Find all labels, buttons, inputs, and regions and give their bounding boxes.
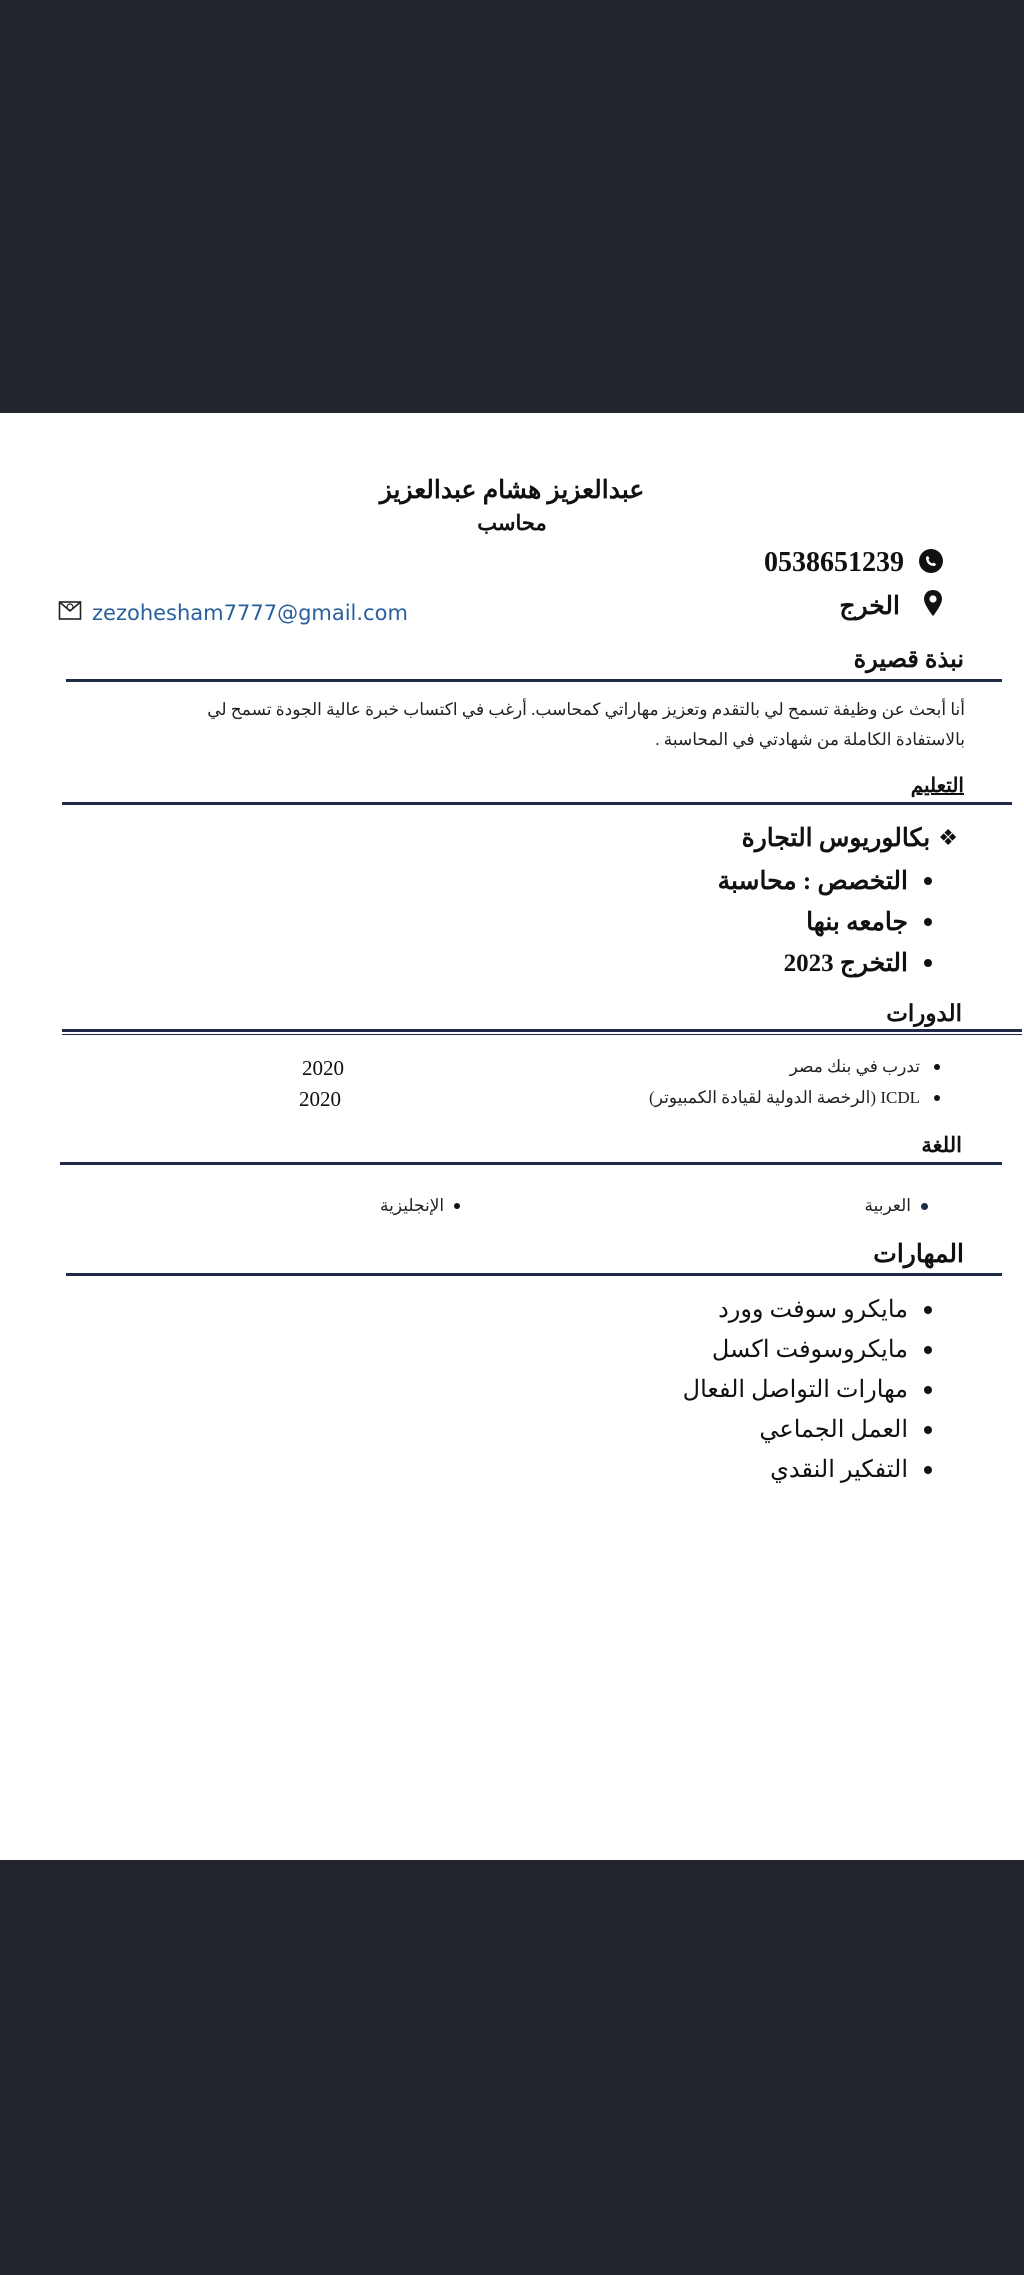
language-name: الإنجليزية <box>380 1196 445 1215</box>
resume-page <box>0 413 1024 1860</box>
email-row <box>58 599 408 626</box>
skill-name: مايكروسوفت اكسل <box>711 1337 908 1363</box>
course-row <box>790 1057 940 1077</box>
phone-number: 0538651239 <box>764 547 904 578</box>
location-pin-icon <box>922 589 944 622</box>
bullet-icon <box>924 877 932 885</box>
summary-text: أنا أبحث عن وظيفة تسمح لي بالتقدم وتعزيز مهاراتي كمحاسب. أرغب في اكتساب خبرة عالية الجودة تسمح لي بالاستفادة الكاملة من شهادتي في المحاسبة . <box>207 700 965 749</box>
language-item <box>380 1196 460 1216</box>
bullet-icon <box>934 1095 940 1101</box>
skill-name: العمل الجماعي <box>759 1417 908 1443</box>
education-item-text: جامعه بنها <box>806 909 908 936</box>
skill-item <box>770 1455 932 1484</box>
email-link[interactable]: zezohesham7777@gmail.com <box>92 600 408 625</box>
language-item <box>865 1196 928 1216</box>
degree-title <box>742 823 958 853</box>
course-name: ICDL (الرخصة الدولية لقيادة الكمبيوتر) <box>649 1088 920 1107</box>
skill-name: التفكير النقدي <box>770 1457 908 1483</box>
courses-heading: الدورات <box>886 1001 962 1026</box>
skill-item <box>718 1295 932 1324</box>
bullet-icon <box>924 1426 932 1434</box>
location-row <box>839 589 944 622</box>
degree-name: بكالوريوس التجارة <box>741 825 931 852</box>
phone-icon <box>918 548 944 579</box>
skills-divider <box>66 1273 1002 1276</box>
course-year: 2020 <box>302 1056 344 1080</box>
bullet-icon <box>924 1306 932 1314</box>
summary-heading: نبذة قصيرة <box>853 647 964 673</box>
bullet-icon <box>924 1466 932 1474</box>
language-name: العربية <box>864 1196 911 1215</box>
skills-heading: المهارات <box>873 1241 964 1268</box>
course-row <box>649 1088 940 1108</box>
bullet-icon <box>921 1203 928 1210</box>
bullet-icon <box>924 1346 932 1354</box>
skill-item <box>712 1335 932 1364</box>
course-year: 2020 <box>299 1087 341 1111</box>
person-name: عبدالعزيز هشام عبدالعزيز <box>379 477 645 504</box>
education-item-text: التخرج 2023 <box>783 950 908 977</box>
languages-divider <box>60 1162 1002 1165</box>
courses-divider <box>62 1029 1022 1032</box>
languages-heading: اللغة <box>921 1133 962 1157</box>
location-city: الخرج <box>839 592 900 620</box>
bullet-icon <box>924 918 932 926</box>
bullet-icon <box>924 1386 932 1394</box>
education-item <box>784 948 932 978</box>
bullet-icon <box>454 1203 460 1209</box>
job-title: محاسب <box>477 511 547 535</box>
education-heading: التعليم <box>910 775 964 797</box>
skill-item <box>683 1375 932 1404</box>
phone-row <box>764 547 944 579</box>
course-name: تدرب في بنك مصر <box>789 1057 920 1076</box>
envelope-icon <box>58 599 82 626</box>
courses-divider-thin <box>62 1034 1022 1035</box>
education-item-text: التخصص : محاسبة <box>717 868 908 895</box>
education-item <box>718 866 932 896</box>
skill-item <box>759 1415 932 1444</box>
skill-name: مايكرو سوفت وورد <box>718 1297 908 1323</box>
bullet-icon <box>934 1064 940 1070</box>
diamond-bullet-icon: ❖ <box>938 825 958 851</box>
skill-name: مهارات التواصل الفعال <box>682 1377 908 1403</box>
bullet-icon <box>924 959 932 967</box>
education-item <box>806 907 932 937</box>
education-divider <box>62 802 1012 805</box>
summary-divider <box>66 679 1002 682</box>
